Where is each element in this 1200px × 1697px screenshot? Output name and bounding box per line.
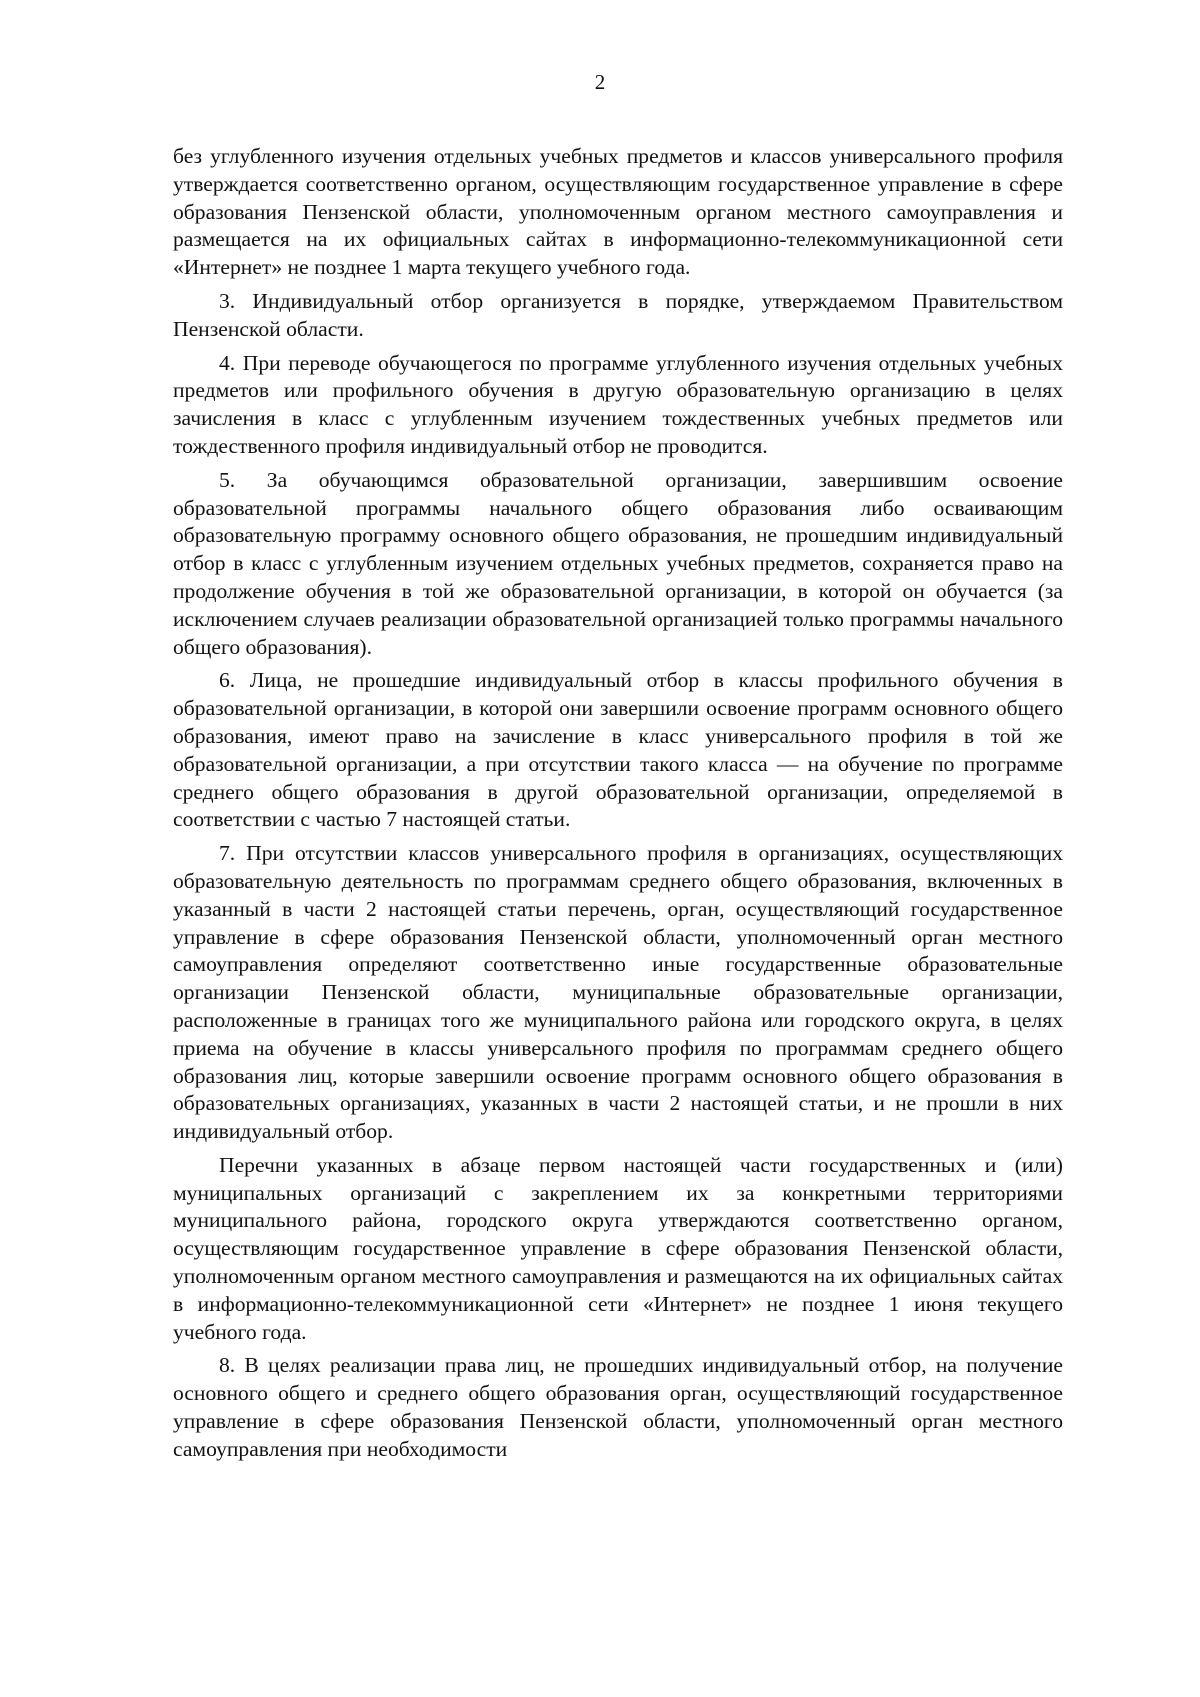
paragraph-part-6: 6. Лица, не прошедшие индивидуальный отбор в классы профильного обучения в образовательной организации, в которой они завершили освоение программ основного общего образования, имеют право на зачисление в класс универсального профиля в той же образовательной организации, а при отсутствии такого класса — на обучение по программе среднего общего образования в другой образовательной организации, определяемой в соответствии с частью 7 настоящей статьи. bbox=[173, 668, 1063, 832]
paragraph-continued-part-2: без углубленного изучения отдельных учебных предметов и классов универсального профиля утверждается соответственно органом, осуществляющим государственное управление в сфере образования Пензенской области, уполномоченным органом местного самоуправления и размещается на их официальных сайтах в информационно-телекоммуникационной сети «Интернет» не позднее 1 марта текущего учебного года. bbox=[173, 144, 1063, 280]
paragraph-part-7: 7. При отсутствии классов универсального профиля в организациях, осуществляющих образовательную деятельность по программам среднего общего образования, включенных в указанный в части 2 настоящей статьи перечень, орган, осуществляющий государственное управление в сфере образования Пензенской области, уполномоченный орган местного самоуправления определяют соответственно иные государственные образовательные организации Пензенской области, муниципальные образовательные организации, расположенные в границах того же муниципального района или городского округа, в целях приема на обучение в классы универсального профиля по программам среднего общего образования лиц, которые завершили освоение программ основного общего образования в образовательных организациях, указанных в части 2 настоящей статьи, и не прошли в них индивидуальный отбор. bbox=[173, 841, 1063, 1144]
document-body bbox=[173, 143, 1063, 1470]
page-number: 2 bbox=[594, 70, 606, 94]
paragraph-part-8: 8. В целях реализации права лиц, не прошедших индивидуальный отбор, на получение основного общего и среднего общего образования орган, осуществляющий государственное управление в сфере образования Пензенской области, уполномоченный орган местного самоуправления при необходимости bbox=[173, 1353, 1063, 1461]
paragraph-part-3: 3. Индивидуальный отбор организуется в порядке, утверждаемом Правительством Пензенской области. bbox=[173, 288, 1063, 341]
paragraph-part-4: 4. При переводе обучающегося по программе углубленного изучения отдельных учебных предметов или профильного обучения в другую образовательную организацию в целях зачисления в класс с углубленным изучением тождественных учебных предметов или тождественного профиля индивидуальный отбор не проводится. bbox=[173, 350, 1063, 458]
paragraph-part-5: 5. За обучающимся образовательной организации, завершившим освоение образовательной программы начального общего образования либо осваивающим образовательную программу основного общего образования, не прошедшим индивидуальный отбор в класс с углубленным изучением отдельных учебных предметов, сохраняется право на продолжение обучения в той же образовательной организации, в которой он обучается (за исключением случаев реализации образовательной организацией только программы начального общего образования). bbox=[173, 467, 1063, 659]
paragraph-part-7-lists: Перечни указанных в абзаце первом настоящей части государственных и (или) муниципальных организаций с закреплением их за конкретными территориями муниципального района, городского округа утверждаются соответственно органом, осуществляющим государственное управление в сфере образования Пензенской области, уполномоченным органом местного самоуправления и размещаются на их официальных сайтах в информационно-телекоммуникационной сети «Интернет» не позднее 1 июня текущего учебного года. bbox=[173, 1152, 1063, 1344]
